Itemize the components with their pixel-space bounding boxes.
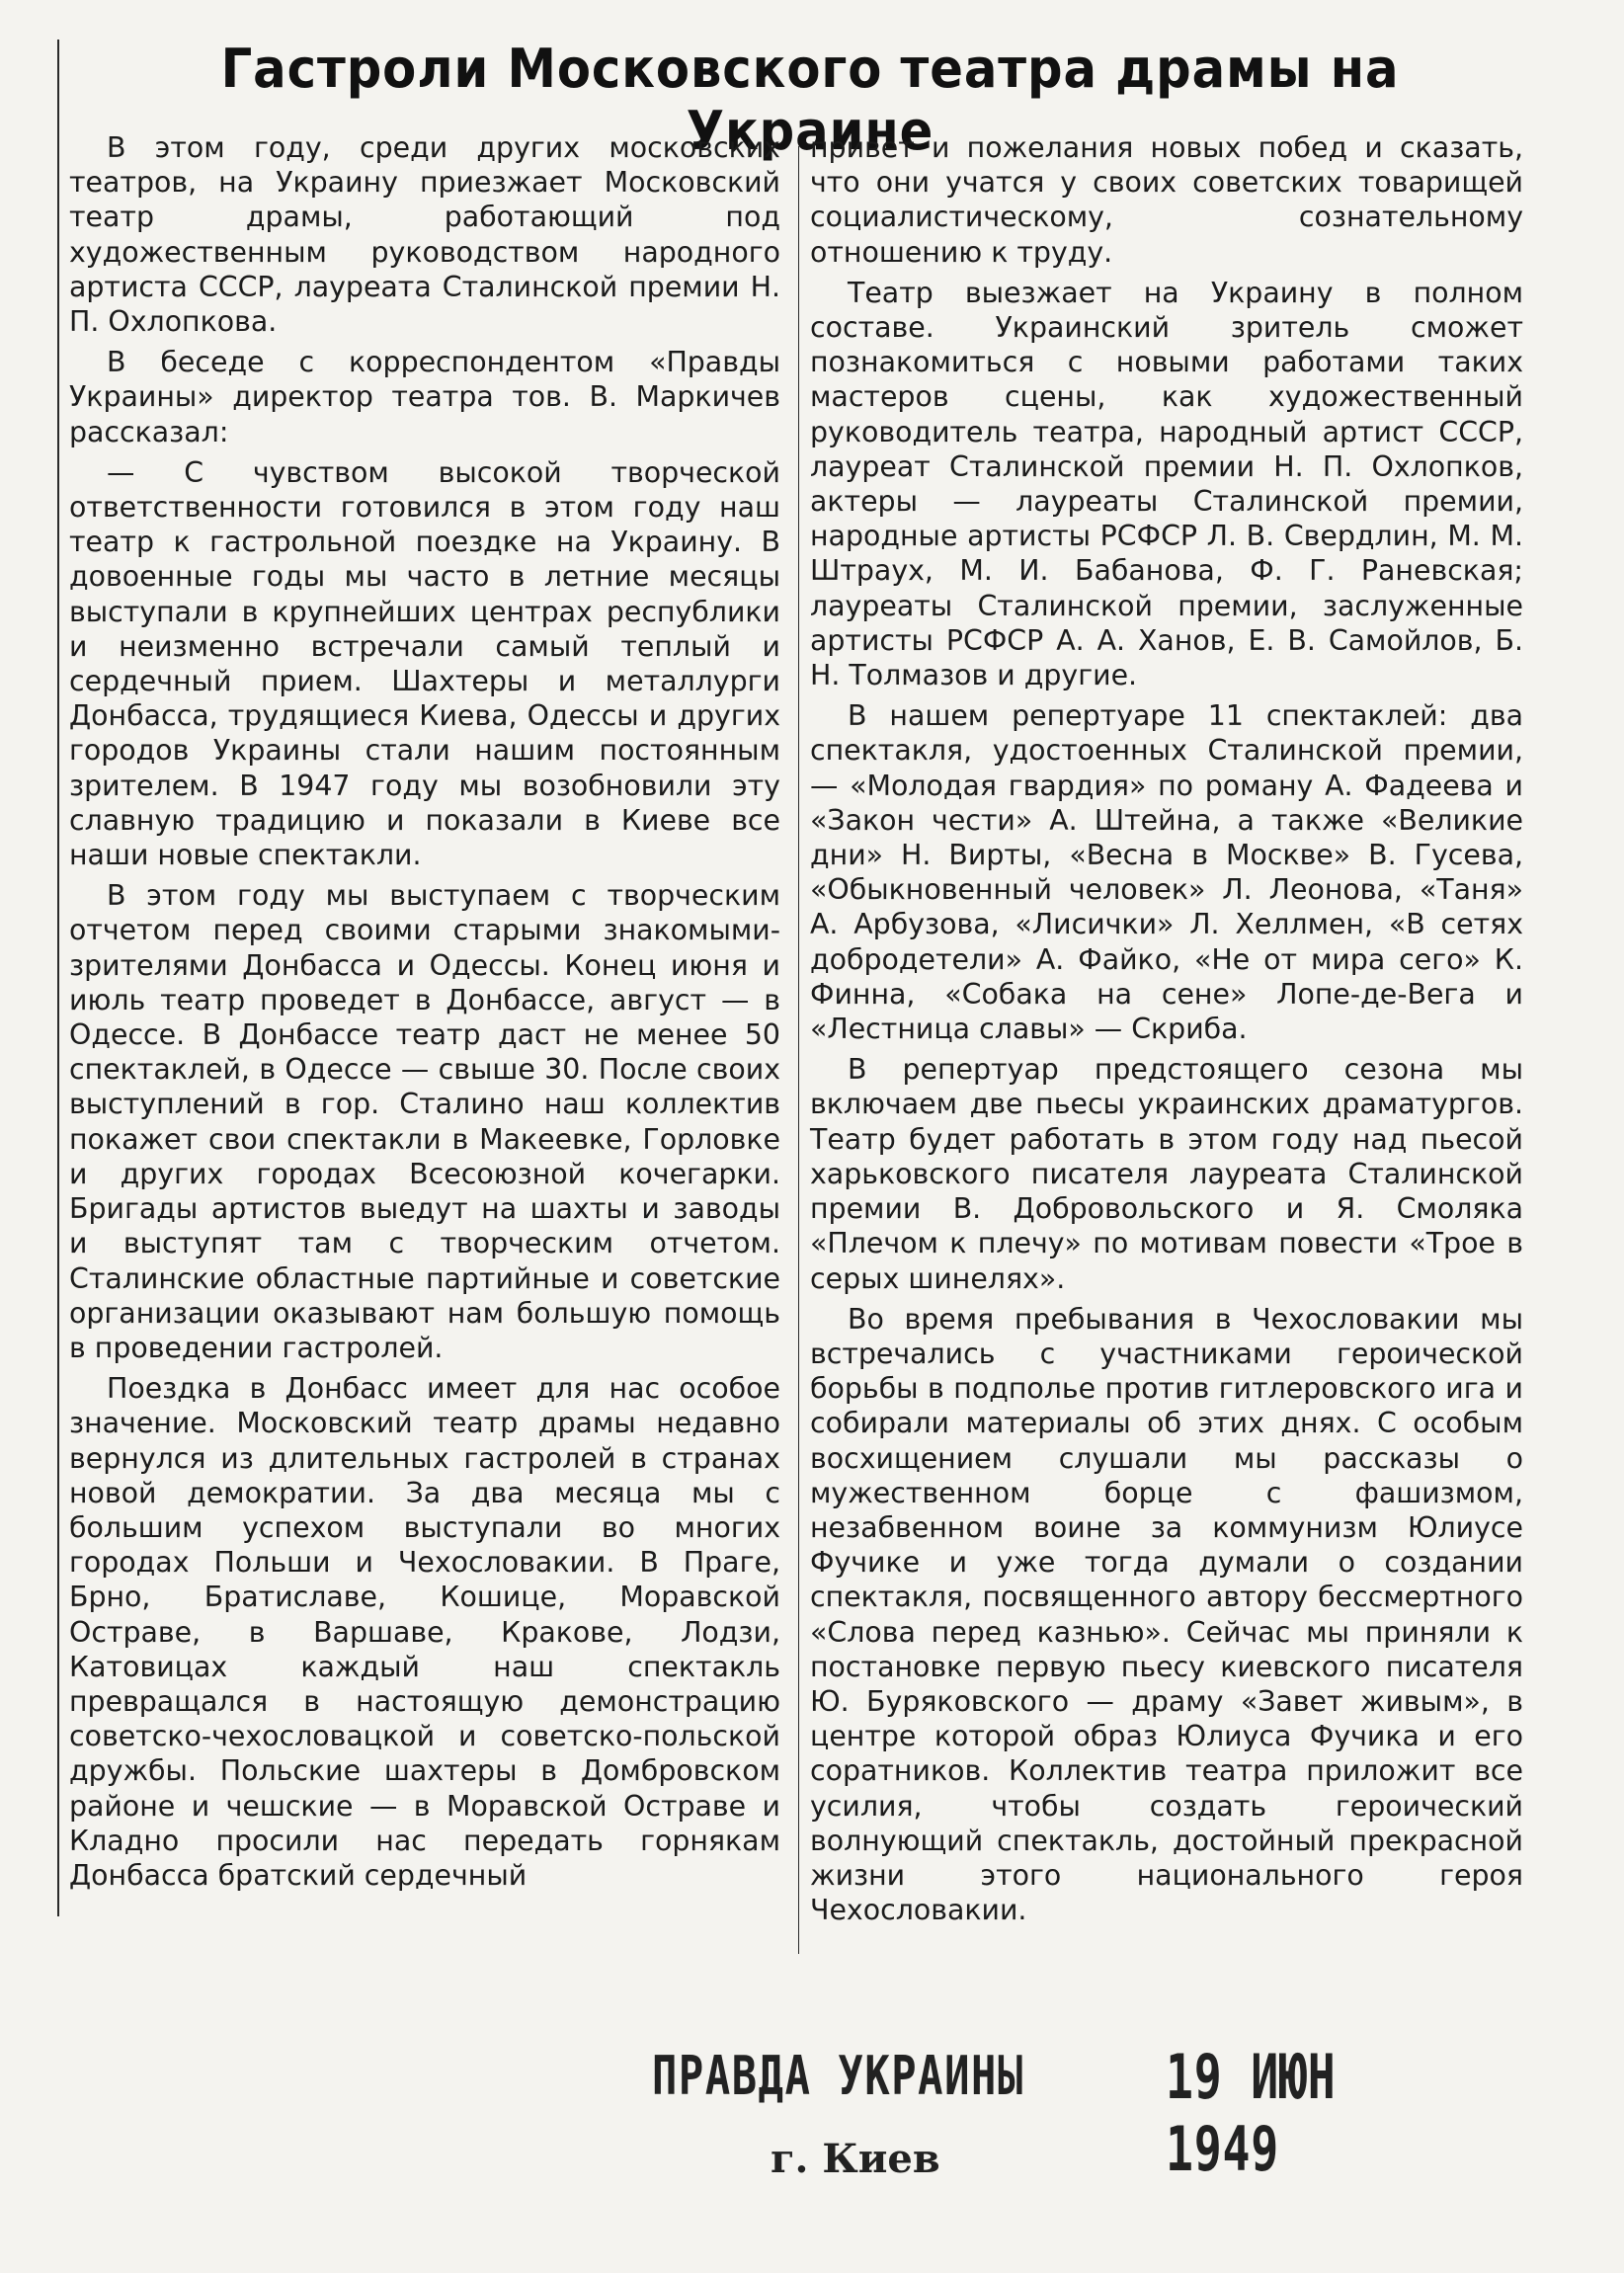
article-column-left — [69, 130, 780, 1899]
article-column-right — [810, 130, 1523, 1933]
paragraph: Театр выезжает на Украину в полном составе. Украинский зритель сможет познакомиться с новыми работами таких мастеров сцены, как художественный руководитель театра, народный артист СССР, лауреат Сталинской премии Н. П. Охлопков, актеры — лауреаты Сталинской премии, народные артисты РСФСР Л. В. Свердлин, М. М. Штраух, М. И. Бабанова, Ф. Г. Раневская; лауреаты Сталинской премии, заслуженные артисты РСФСР А. А. Ханов, Е. В. Самойлов, Б. Н. Толмазов и другие. — [810, 276, 1523, 692]
paragraph: В нашем репертуаре 11 спектаклей: два спектакля, удостоенных Сталинской премии, — «Молодая гвардия» по роману А. Фадеева и «Закон чести» А. Штейна, а также «Великие дни» Н. Вирты, «Весна в Москве» В. Гусева, «Обыкновенный человек» Л. Леонова, «Таня» А. Арбузова, «Лисички» Л. Хеллмен, «В сетях добродетели» А. Файко, «Не от мира сего» К. Финна, «Собака на сене» Лопе-де-Вега и «Лестница славы» — Скриба. — [810, 699, 1523, 1046]
paragraph: В этом году мы выступаем с творческим отчетом перед своими старыми знакомыми-зрителями Донбасса и Одессы. Конец июня и июль театр проведет в Донбассе, август — в Одессе. В Донбассе театр даст не менее 50 спектаклей, в Одессе — свыше 30. После своих выступлений в гор. Сталино наш коллектив покажет свои спектакли в Макеевке, Горловке и других городах Всесоюзной кочегарки. Бригады артистов выедут на шахты и заводы и выступят там с творческим отчетом. Сталинские областные партийные и советские организации оказывают нам большую помощь в проведении гастролей. — [69, 879, 780, 1364]
paragraph: — С чувством высокой творческой ответственности готовился в этом году наш театр к гастрольной поездке на Украину. В довоенные годы мы часто в летние месяцы выступали в крупнейших центрах республики и неизменно встречали самый теплый и сердечный прием. Шахтеры и металлурги Донбасса, трудящиеся Киева, Одессы и других городов Украины стали нашим постоянным зрителем. В 1947 году мы возобновили эту славную традицию и показали в Киеве все наши новые спектакли. — [69, 455, 780, 872]
paragraph: В этом году, среди других московских театров, на Украину приезжает Московский театр драмы, работающий под художественным руководством народного артиста СССР, лауреата Сталинской премии Н. П. Охлопкова. — [69, 131, 780, 339]
paragraph: Поездка в Донбасс имеет для нас особое значение. Московский театр драмы недавно вернулся из длительных гастролей в странах новой демократии. За два месяца мы с большим успехом выступали во многих городах Польши и Чехословакии. В Праге, Брно, Братиславе, Кошице, Моравской Остраве, в Варшаве, Кракове, Лодзи, Катовицах каждый наш спектакль превращался в настоящую демонстрацию советско-чехословацкой и советско-польской дружбы. Польские шахтеры в Домбровском районе и чешские — в Моравской Остраве и Кладно просили нас передать горнякам Донбасса братский сердечный — [69, 1372, 780, 1892]
source-stamp — [652, 2041, 1531, 2242]
paragraph-continuation: привет и пожелания новых побед и сказать, что они учатся у своих советских товарищей социалистическому, сознательному отношению к труду. — [810, 131, 1523, 269]
paragraph: В беседе с корреспондентом «Правды Украины» директор театра тов. В. Маркичев рассказал: — [69, 346, 780, 448]
stamp-city: г. Киев — [771, 2136, 940, 2182]
left-margin-rule — [57, 40, 59, 1916]
article-headline: Гастроли Московского театра драмы на Украине — [220, 38, 1400, 162]
paragraph: Во время пребывания в Чехословакии мы встречались с участниками героической борьбы в подполье против гитлеровского ига и собирали материалы об этих днях. С особым восхищением слушали мы рассказы о мужественном борце с фашизмом, незабвенном воине за коммунизм Юлиусе Фучике и уже тогда думали о создании спектакля, посвященного автору бессмертного «Слова перед казнью». Сейчас мы приняли к постановке первую пьесу киевского писателя Ю. Буряковского — драму «Завет живым», в центре которой образ Юлиуса Фучика и его соратников. Коллектив театра приложит все усилия, чтобы создать героический волнующий спектакль, достойный прекрасной жизни этого национального героя Чехословакии. — [810, 1302, 1523, 1927]
paragraph: В репертуар предстоящего сезона мы включаем две пьесы украинских драматургов. Театр будет работать в этом году над пьесой харьковского писателя лауреата Сталинской премии В. Добровольского и Я. Смоляка «Плечом к плечу» по мотивам повести «Трое в серых шинелях». — [810, 1053, 1523, 1295]
stamp-date: 19 ИЮН 1949 — [1166, 2041, 1337, 2185]
stamp-newspaper-name: ПРАВДА УКРАИНЫ — [652, 2045, 1024, 2107]
column-divider — [798, 146, 799, 1954]
